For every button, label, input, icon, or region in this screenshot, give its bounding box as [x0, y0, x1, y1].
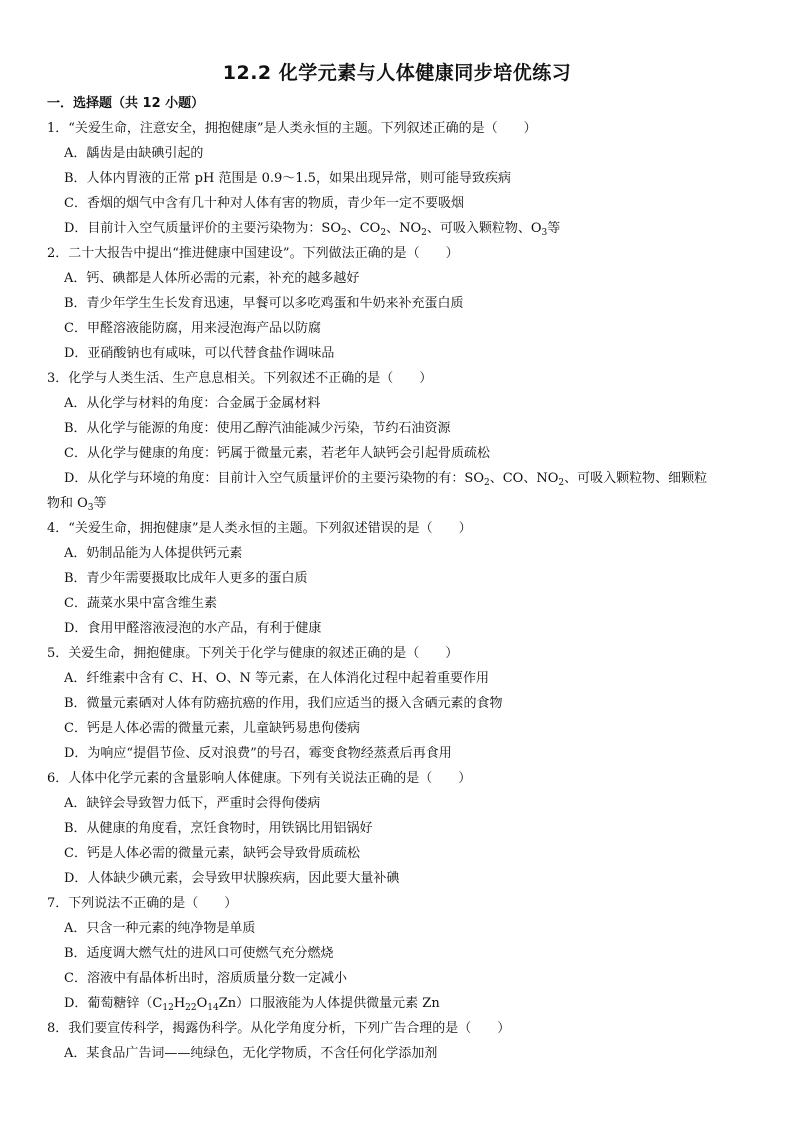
- option-c: C．从化学与健康的角度：钙属于微量元素，若老年人缺钙会引起骨质疏松: [64, 446, 490, 461]
- page-title: 12.2 化学元素与人体健康同步培优练习: [222, 62, 572, 84]
- option-d: D．为响应“提倡节俭、反对浪费”的号召，霉变食物经蒸煮后再食用: [64, 746, 452, 761]
- section-heading: 一．选择题（共 12 小题）: [47, 96, 205, 111]
- question-stem: 7．下列说法不正确的是（ ）: [47, 896, 238, 911]
- option-a: A．奶制品能为人体提供钙元素: [64, 546, 243, 561]
- question-stem: 2．二十大报告中提出“推进健康中国建设”。下列做法正确的是（ ）: [47, 246, 459, 261]
- option-d: D．葡萄糖锌$(C_{12}H_{22}O_{14}Zn)$口服液能为人体提供微量元素 Zn: [64, 996, 440, 1013]
- option-a: A．纤维素中含有 C、H、O、N 等元素，在人体消化过程中起着重要作用: [64, 671, 489, 686]
- question-3: [47, 366, 757, 516]
- question-stem: 8．我们要宣传科学，揭露伪科学。从化学角度分析，下列广告合理的是（ ）: [47, 1021, 511, 1036]
- option-b: B．青少年学生生长发育迅速，早餐可以多吃鸡蛋和牛奶来补充蛋白质: [64, 296, 464, 311]
- option-a: A．钙、碘都是人体所必需的元素，补充的越多越好: [64, 271, 360, 286]
- option-d: D．从化学与环境的角度：目前计入空气质量评价的主要污染物的有：$SO_2$、CO、$NO_2$、可吸入颗粒物、细颗粒: [64, 471, 708, 488]
- option-d: D．亚硝酸钠也有咸味，可以代替食盐作调味品: [64, 346, 335, 361]
- option-c: C．香烟的烟气中含有几十种对人体有害的物质，青少年一定不要吸烟: [64, 196, 464, 211]
- option-c: C．钙是人体必需的微量元素，儿童缺钙易患佝偻病: [64, 721, 360, 736]
- option-d: D．食用甲醛溶液浸泡的水产品，有利于健康: [64, 621, 322, 636]
- question-stem: 4．“关爱生命，拥抱健康”是人类永恒的主题。下列叙述错误的是（ ）: [47, 521, 472, 536]
- option-a: A．某食品广告词——纯绿色，无化学物质，不含任何化学添加剂: [64, 1046, 438, 1061]
- option-a: A．龋齿是由缺碘引起的: [64, 146, 204, 161]
- option-c: C．溶液中有晶体析出时，溶质质量分数一定减小: [64, 971, 347, 986]
- question-4: [47, 516, 757, 641]
- question-6: [47, 766, 757, 891]
- question-stem: 3．化学与人类生活、生产息息相关。下列叙述不正确的是（ ）: [47, 371, 433, 386]
- option-b: B．从化学与能源的角度：使用乙醇汽油能减少污染，节约石油资源: [64, 421, 451, 436]
- question-1: [47, 116, 757, 241]
- option-b: B．青少年需要摄取比成年人更多的蛋白质: [64, 571, 308, 586]
- option-c: C．甲醛溶液能防腐，用来浸泡海产品以防腐: [64, 321, 321, 336]
- option-b: B．人体内胃液的正常 pH 范围是 0.9～1.5，如果出现异常，则可能导致疾病: [64, 171, 511, 186]
- question-8: [47, 1016, 757, 1066]
- option-a: A．缺锌会导致智力低下，严重时会得佝偻病: [64, 796, 321, 811]
- question-stem: 5．关爱生命，拥抱健康。下列关于化学与健康的叙述正确的是（ ）: [47, 646, 459, 661]
- option-b: B．适度调大燃气灶的进风口可使燃气充分燃烧: [64, 946, 334, 961]
- option-b: B．微量元素硒对人体有防癌抗癌的作用，我们应适当的摄入含硒元素的食物: [64, 696, 503, 711]
- question-stem: 6．人体中化学元素的含量影响人体健康。下列有关说法正确的是（ ）: [47, 771, 472, 786]
- option-a: A．只含一种元素的纯净物是单质: [64, 921, 256, 936]
- option-b: B．从健康的角度看，烹饪食物时，用铁锅比用铝锅好: [64, 821, 373, 836]
- option-a: A．从化学与材料的角度：合金属于金属材料: [64, 396, 321, 411]
- question-2: [47, 241, 757, 366]
- option-c: C．蔬菜水果中富含维生素: [64, 596, 217, 611]
- question-stem: 1．“关爱生命，注意安全，拥抱健康”是人类永恒的主题。下列叙述正确的是（ ）: [47, 121, 537, 136]
- option-d: D．目前计入空气质量评价的主要污染物为：$SO_2$、$CO_2$、$NO_2$、可吸入颗粒物、$O_3$等: [64, 221, 561, 238]
- question-7: [47, 891, 757, 1016]
- option-d: D．人体缺少碘元素，会导致甲状腺疾病，因此要大量补碘: [64, 871, 400, 886]
- question-5: [47, 641, 757, 766]
- option-c: C．钙是人体必需的微量元素，缺钙会导致骨质疏松: [64, 846, 360, 861]
- option-continuation: 物和 $O_3$等: [47, 496, 107, 513]
- question-list: [47, 116, 757, 1066]
